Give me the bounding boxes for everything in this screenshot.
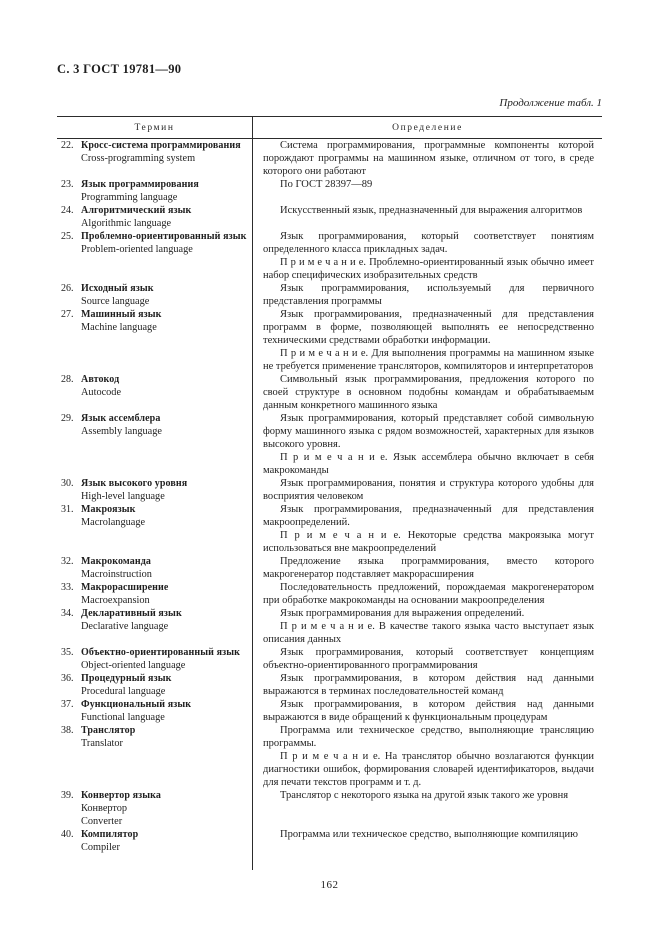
- term-ru-label: Декларативный язык: [81, 608, 182, 619]
- definition-paragraph: Программа или техническое средство, выполняющие компиляцию: [280, 829, 578, 840]
- term-text-block: [81, 646, 248, 672]
- term-cell: [57, 373, 253, 412]
- term-text-block: [81, 672, 248, 698]
- term-subline: Machine language: [81, 322, 157, 333]
- definition-cell: [253, 178, 602, 204]
- term-cell: [57, 139, 253, 178]
- term-number: 27.: [61, 309, 74, 320]
- term-text-block: [81, 230, 248, 256]
- term-subline: Problem-oriented language: [81, 244, 193, 255]
- term-number: 38.: [61, 725, 74, 736]
- definition-paragraph: П р и м е ч а н и е. Для выполнения программы на машинном языке не требуется применение трансляторов, компиляторов и интерпретаторов: [263, 348, 594, 372]
- table-bottom-spacer: [57, 854, 602, 870]
- term-text-block: [81, 282, 248, 308]
- column-header-term: Термин: [57, 117, 253, 138]
- term-cell: [57, 789, 253, 828]
- definition-paragraph: Язык программирования, в котором действия над данными выражаются в терминах последовательностей команд: [263, 673, 594, 697]
- definition-cell: [253, 477, 602, 503]
- definition-cell: [253, 555, 602, 581]
- definition-paragraph: Язык программирования, предназначенный для представления макроопределений.: [263, 504, 594, 528]
- definition-cell: [253, 503, 602, 555]
- table-row: [57, 204, 602, 230]
- term-number: 35.: [61, 647, 74, 658]
- spacer-cell: [57, 854, 253, 870]
- term-ru-label: Автокод: [81, 374, 120, 385]
- terms-table: [57, 116, 602, 870]
- table-row: [57, 828, 602, 854]
- definition-cell: [253, 139, 602, 178]
- term-subline: Algorithmic language: [81, 218, 172, 229]
- definition-paragraph: Язык программирования, который соответствует понятиям определенного класса прикладных задач.: [263, 231, 594, 255]
- term-ru-label: Транслятор: [81, 725, 136, 736]
- definition-cell: [253, 698, 602, 724]
- term-cell: [57, 698, 253, 724]
- definition-paragraph: Язык программирования, в котором действия над данными выражаются в виде обращений к функциональным процедурам: [263, 699, 594, 723]
- definition-paragraph: Язык программирования, понятия и структура которого удобны для восприятия человеком: [263, 478, 594, 502]
- table-row: [57, 373, 602, 412]
- term-ru-label: Язык ассемблера: [81, 413, 161, 424]
- term-ru-label: Объектно-ориентированный язык: [81, 647, 240, 658]
- definition-paragraph: Язык программирования для выражения определений.: [280, 608, 525, 619]
- table-row: [57, 789, 602, 828]
- table-header-row: [57, 117, 602, 139]
- term-number: 39.: [61, 790, 74, 801]
- term-ru-label: Функциональный язык: [81, 699, 192, 710]
- page-header: С. 3 ГОСТ 19781—90: [57, 62, 182, 76]
- term-number: 25.: [61, 231, 74, 242]
- definition-cell: [253, 789, 602, 828]
- term-number: 34.: [61, 608, 74, 619]
- term-cell: [57, 672, 253, 698]
- term-cell: [57, 581, 253, 607]
- term-subline: Declarative language: [81, 621, 169, 632]
- definition-cell: [253, 308, 602, 373]
- definition-cell: [253, 581, 602, 607]
- term-cell: [57, 477, 253, 503]
- term-cell: [57, 607, 253, 646]
- definition-paragraph: Транслятор с некоторого языка на другой язык такого же уровня: [280, 790, 569, 801]
- term-ru-label: Макроязык: [81, 504, 136, 515]
- term-ru-label: Макрокоманда: [81, 556, 151, 567]
- term-subline: Translator: [81, 738, 123, 749]
- term-cell: [57, 178, 253, 204]
- definition-paragraph: Символьный язык программирования, предложения которого по своей структуре в основном подобны командам и обрабатываемым данным конкретного машинного языка: [263, 374, 594, 411]
- definition-paragraph: П р и м е ч а н и е. Некоторые средства макроязыка могут использоваться вне макроопределений: [263, 530, 594, 554]
- term-text-block: [81, 828, 248, 854]
- definition-cell: [253, 412, 602, 477]
- term-subline: Procedural language: [81, 686, 166, 697]
- term-ru-label: Машинный язык: [81, 309, 162, 320]
- table-row: [57, 581, 602, 607]
- table-row: [57, 477, 602, 503]
- term-text-block: [81, 607, 248, 633]
- definition-paragraph: П р и м е ч а н и е. В качестве такого языка часто выступает язык описания данных: [263, 621, 594, 645]
- spacer-cell: [253, 854, 602, 870]
- term-ru-label: Язык программирования: [81, 179, 199, 190]
- term-subline: Functional language: [81, 712, 165, 723]
- term-text-block: [81, 503, 248, 529]
- term-text-block: [81, 581, 248, 607]
- term-ru-label: Компилятор: [81, 829, 139, 840]
- term-subline: Compiler: [81, 842, 120, 853]
- table-row: [57, 282, 602, 308]
- table-row: [57, 672, 602, 698]
- definition-cell: [253, 373, 602, 412]
- definition-paragraph: Язык программирования, используемый для первичного представления программы: [263, 283, 594, 307]
- term-text-block: [81, 412, 248, 438]
- term-ru-label: Процедурный язык: [81, 673, 172, 684]
- term-text-block: [81, 789, 248, 828]
- table-row: [57, 724, 602, 789]
- term-ru-label: Язык высокого уровня: [81, 478, 188, 489]
- term-subline: Object-oriented language: [81, 660, 186, 671]
- table-continuation-caption: Продолжение табл. 1: [499, 97, 602, 109]
- column-header-definition: Определение: [392, 123, 463, 133]
- term-text-block: [81, 555, 248, 581]
- term-text-block: [81, 139, 248, 165]
- definition-cell: [253, 672, 602, 698]
- term-number: 40.: [61, 829, 74, 840]
- definition-paragraph: П р и м е ч а н и е. На транслятор обычно возлагаются функции диагностики ошибок, формирования словарей идентификаторов, выдачи для печати текстов программ и т. д.: [263, 751, 594, 788]
- term-cell: [57, 503, 253, 555]
- term-text-block: [81, 204, 248, 230]
- term-cell: [57, 412, 253, 477]
- definition-paragraph: Язык программирования, который представляет собой символьную форму машинного языка с рядом возможностей, характерных для языков высокого уровня.: [263, 413, 594, 450]
- term-cell: [57, 646, 253, 672]
- term-text-block: [81, 308, 248, 334]
- table-row: [57, 698, 602, 724]
- term-number: 22.: [61, 140, 74, 151]
- term-subline: Source language: [81, 296, 150, 307]
- term-number: 36.: [61, 673, 74, 684]
- term-number: 24.: [61, 205, 74, 216]
- term-ru-label: Алгоритмический язык: [81, 205, 192, 216]
- table-body: [57, 139, 602, 870]
- term-subline: Macroexpansion: [81, 595, 150, 606]
- term-number: 23.: [61, 179, 74, 190]
- term-number: 28.: [61, 374, 74, 385]
- term-subline: High-level language: [81, 491, 165, 502]
- definition-paragraph: Искусственный язык, предназначенный для выражения алгоритмов: [280, 205, 583, 216]
- term-ru-label: Конвертор языка: [81, 790, 161, 801]
- term-subline: Autocode: [81, 387, 122, 398]
- term-subline: Programming language: [81, 192, 178, 203]
- table-row: [57, 308, 602, 373]
- table-row: [57, 139, 602, 178]
- definition-cell: [253, 204, 602, 230]
- term-subline: Macrolanguage: [81, 517, 146, 528]
- definition-paragraph: П р и м е ч а н и е. Язык ассемблера обычно включает в себя макрокоманды: [263, 452, 594, 476]
- definition-paragraph: Предложение языка программирования, вместо которого макрогенератор подставляет макрорасширения: [263, 556, 594, 580]
- table-row: [57, 503, 602, 555]
- table-row: [57, 178, 602, 204]
- term-cell: [57, 724, 253, 789]
- table-row: [57, 230, 602, 282]
- definition-cell: [253, 828, 602, 854]
- definition-paragraph: П р и м е ч а н и е. Проблемно-ориентированный язык обычно имеет набор специфических изобразительных средств: [263, 257, 594, 281]
- definition-cell: [253, 607, 602, 646]
- definition-cell: [253, 724, 602, 789]
- term-text-block: [81, 724, 248, 750]
- definition-paragraph: Программа или техническое средство, выполняющие трансляцию программы.: [263, 725, 594, 749]
- definition-paragraph: Система программирования, программные компоненты которой порождают программы на машинном языке, отличном от того, в среде которого они работают: [263, 140, 594, 177]
- document-page: [57, 62, 602, 891]
- term-number: 30.: [61, 478, 74, 489]
- table-row: [57, 555, 602, 581]
- term-number: 31.: [61, 504, 74, 515]
- definition-paragraph: По ГОСТ 28397—89: [280, 179, 373, 190]
- term-cell: [57, 308, 253, 373]
- term-number: 32.: [61, 556, 74, 567]
- term-cell: [57, 555, 253, 581]
- term-ru-label: Исходный язык: [81, 283, 154, 294]
- definition-paragraph: Последовательность предложений, порождаемая макрогенератором при обработке макрокоманды на основании макроопределения: [263, 582, 594, 606]
- table-row: [57, 607, 602, 646]
- table-row: [57, 646, 602, 672]
- term-cell: [57, 204, 253, 230]
- term-cell: [57, 282, 253, 308]
- definition-paragraph: Язык программирования, предназначенный для представления программ в форме, позволяющей выполнять ее непосредственно техническими средствами обработки информации.: [263, 309, 594, 346]
- term-cell: [57, 828, 253, 854]
- definition-paragraph: Язык программирования, который соответствует концепциям объектно-ориентированного программирования: [263, 647, 594, 671]
- term-ru-label: Кросс-система программирования: [81, 140, 241, 151]
- term-ru-label: Макрорасширение: [81, 582, 169, 593]
- definition-cell: [253, 282, 602, 308]
- term-subline: Assembly language: [81, 426, 162, 437]
- term-cell: [57, 230, 253, 282]
- term-text-block: [81, 698, 248, 724]
- term-subline: Cross-programming system: [81, 153, 196, 164]
- term-subline: Macroinstruction: [81, 569, 152, 580]
- term-text-block: [81, 373, 248, 399]
- page-number: 162: [320, 879, 339, 891]
- term-number: 26.: [61, 283, 74, 294]
- term-text-block: [81, 178, 248, 204]
- term-number: 29.: [61, 413, 74, 424]
- definition-cell: [253, 230, 602, 282]
- term-ru-label: Проблемно-ориентированный язык: [81, 231, 247, 242]
- definition-cell: [253, 646, 602, 672]
- table-row: [57, 412, 602, 477]
- term-subline: Конвертор: [81, 803, 128, 814]
- term-subline: Converter: [81, 816, 123, 827]
- term-text-block: [81, 477, 248, 503]
- term-number: 37.: [61, 699, 74, 710]
- term-number: 33.: [61, 582, 74, 593]
